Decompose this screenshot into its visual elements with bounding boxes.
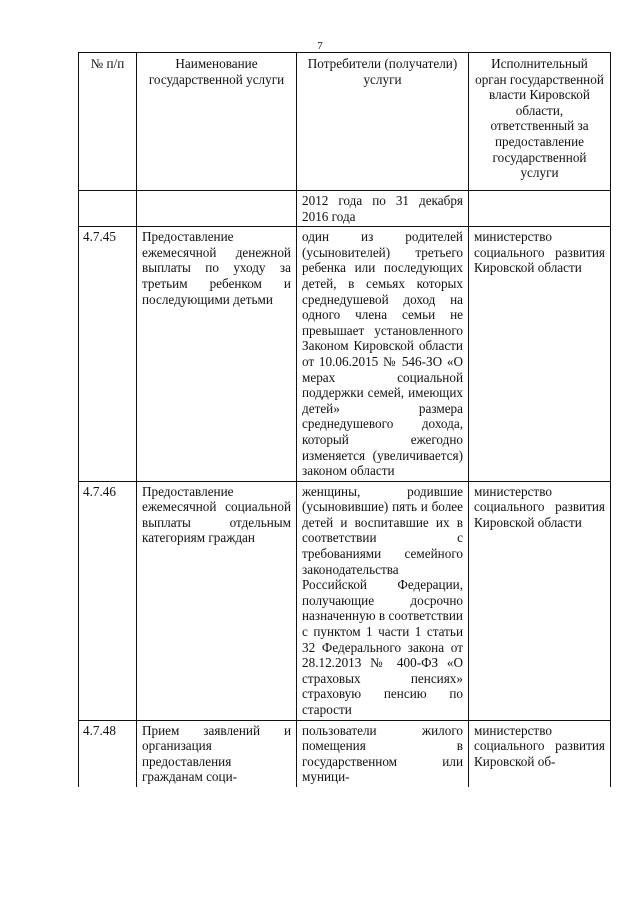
cell-service-name (137, 191, 297, 227)
table-row (79, 481, 611, 720)
page-number: 7 (317, 40, 323, 52)
cell-number: 4.7.46 (79, 481, 137, 720)
services-table (78, 52, 611, 787)
header-service-name: Наименование государственной услуги (137, 53, 297, 191)
table-row (79, 720, 611, 787)
cell-responsible-body: министерство социального развития Кировской об- (469, 720, 611, 787)
header-responsible-body: Исполнительный орган государственной власти Кировской области, ответственный за предоставление государственной услуги (469, 53, 611, 191)
table-header-row (79, 53, 611, 191)
cell-number (79, 191, 137, 227)
header-number: № п/п (79, 53, 137, 191)
cell-consumers: 2012 года по 31 декабря 2016 года (297, 191, 469, 227)
cell-responsible-body (469, 191, 611, 227)
cell-service-name: Прием заявлений и организация предоставления гражданам соци- (137, 720, 297, 787)
cell-consumers: женщины, родившие (усыновившие) пять и более детей и воспитавшие их в соответствии с требованиями семейного законодательства Российской Федерации, получающие досрочно назначенную в соответствии с пунктом 1 части 1 статьи 32 Федерального закона от 28.12.2013 № 400-ФЗ «О страховых пенсиях» страховую пенсию по старости (297, 481, 469, 720)
cell-consumers: один из родителей (усыновителей) третьего ребенка или последующих детей, в семьях которых среднедушевой доход на одного члена семьи не превышает установленного Законом Кировской области от 10.06.2015 № 546-ЗО «О мерах социальной поддержки семей, имеющих детей» размера среднедушевого дохода, который ежегодно изменяется (увеличивается) законом области (297, 227, 469, 482)
cell-service-name: Предоставление ежемесячной денежной выплаты по уходу за третьим ребенком и последующими детьми (137, 227, 297, 482)
cell-number: 4.7.45 (79, 227, 137, 482)
cell-service-name: Предоставление ежемесячной социальной выплаты отдельным категориям граждан (137, 481, 297, 720)
table-row (79, 227, 611, 482)
cell-responsible-body: министерство социального развития Кировской области (469, 481, 611, 720)
header-consumers: Потребители (получатели) услуги (297, 53, 469, 191)
table-row-continuation (79, 191, 611, 227)
cell-responsible-body: министерство социального развития Кировской области (469, 227, 611, 482)
cell-consumers: пользователи жилого помещения в государственном или муници- (297, 720, 469, 787)
cell-number: 4.7.48 (79, 720, 137, 787)
